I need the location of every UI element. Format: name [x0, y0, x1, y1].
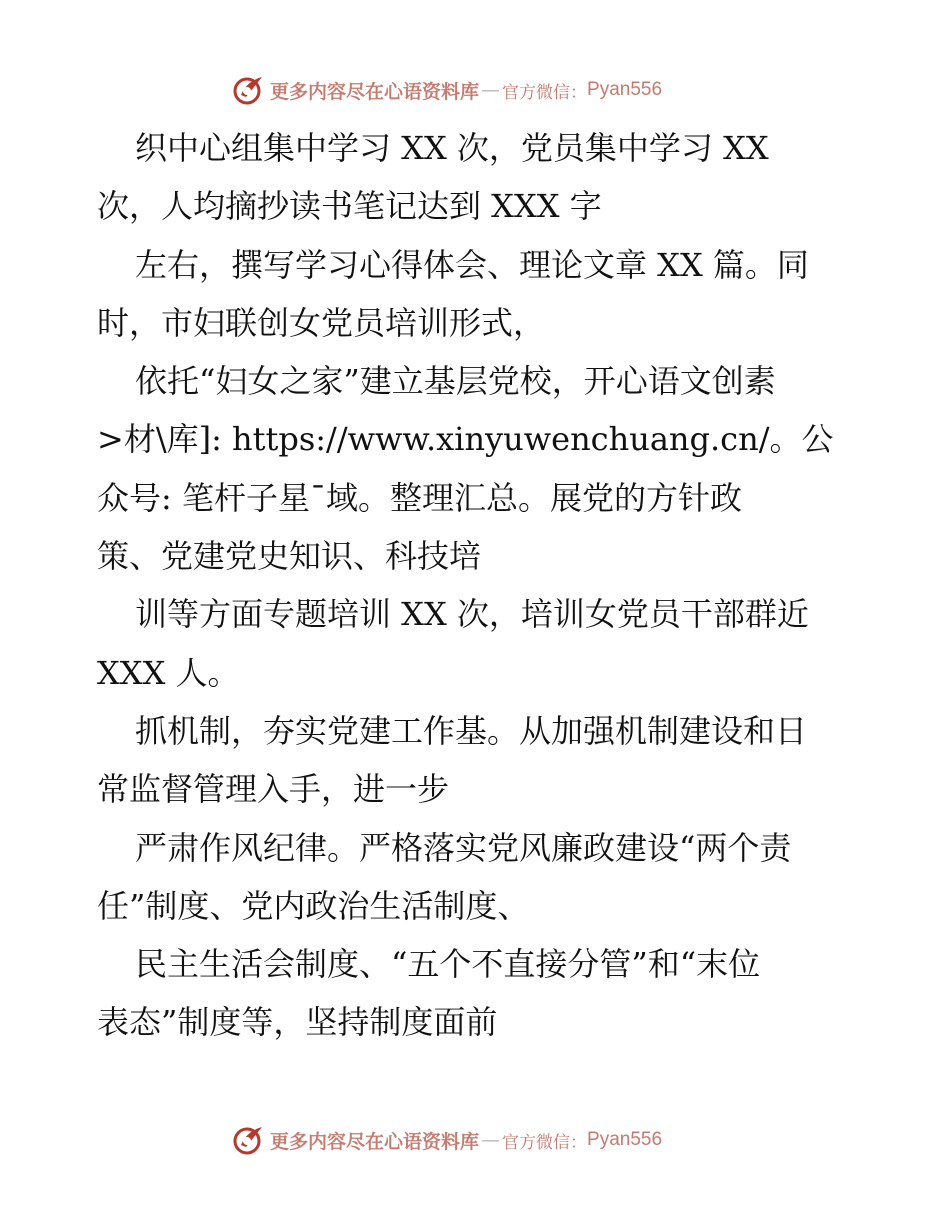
banner-wechat-label: 官方微信：	[502, 1132, 588, 1153]
body-line: 依托“妇女之家”建立基层党校，开心语文创素	[135, 362, 776, 401]
document-body	[97, 119, 857, 1052]
banner-title: 更多内容尽在心语资料库	[270, 80, 480, 103]
body-line: 织中心组集中学习 XX 次，党员集中学习 XX	[135, 129, 769, 167]
banner-separator: —	[481, 1129, 501, 1151]
body-line: 严肃作风纪律。严格落实党风廉政建设“两个责	[135, 828, 792, 867]
body-line: 民主生活会制度、“五个不直接分管”和“末位	[135, 945, 761, 984]
body-line: 训等方面专题培训 XX 次，培训女党员干部群近	[135, 595, 809, 634]
body-line: 任”制度、党内政治生活制度、	[97, 886, 530, 925]
body-line: 次，人均摘抄读书笔记达到 XXX 字	[97, 187, 602, 226]
banner-wechat-id: Pyan556	[587, 1129, 663, 1150]
banner-title: 更多内容尽在心语资料库	[270, 1130, 480, 1153]
body-line: 众号: 笔杆子星¯域。整理汇总。展党的方针政	[97, 478, 742, 517]
body-line: 表态”制度等，坚持制度面前	[97, 1003, 498, 1042]
footer-banner	[232, 1120, 662, 1160]
body-line: 策、党建党史知识、科技培	[97, 537, 482, 576]
body-line: 时，市妇联创女党员培训形式，	[97, 303, 546, 342]
body-line: 左右，撰写学习心得体会、理论文章 XX 篇。同	[135, 245, 809, 284]
body-line: 抓机制，夯实党建工作基。从加强机制建设和日	[135, 711, 808, 750]
banner-wechat-id: Pyan556	[587, 79, 663, 100]
body-line: 常监督管理入手，进一步	[97, 770, 450, 809]
quill-swirl-icon	[232, 1123, 266, 1157]
quill-swirl-icon	[232, 73, 266, 107]
body-line: >材\库]: https://www.xinyuwenchuang.cn/。公	[97, 420, 834, 459]
body-line: XXX 人。	[97, 653, 240, 692]
header-banner	[232, 70, 662, 110]
banner-separator: —	[481, 79, 501, 101]
banner-wechat-label: 官方微信：	[502, 82, 588, 103]
